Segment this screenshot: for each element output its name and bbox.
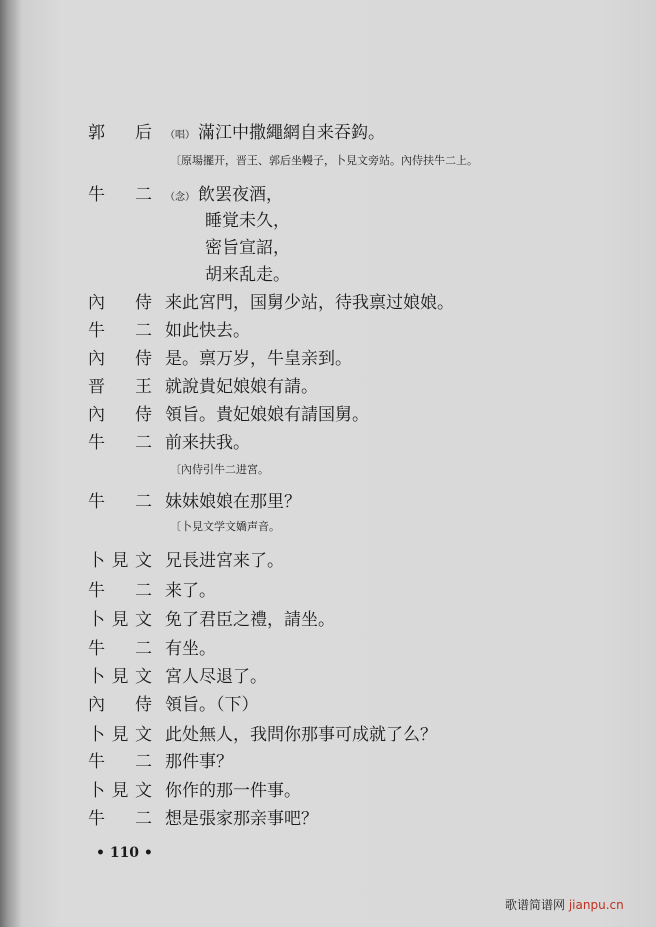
line-text: 来此宮門，国舅少站，待我禀过娘娘。: [165, 293, 454, 313]
line-text: 就說貴妃娘娘有請。: [165, 377, 318, 397]
dialogue-text: [205, 233, 290, 258]
dialogue-text: [165, 634, 216, 659]
line-text: 領旨。貴妃娘娘有請国舅。: [165, 405, 369, 425]
line-text: 来了。: [165, 581, 216, 601]
line-text: 如此快去。: [165, 321, 250, 341]
speaker-name: 內侍: [88, 695, 152, 715]
line-text: 那件事？: [165, 752, 233, 772]
line-text: 胡来乱走。: [205, 265, 290, 285]
speaker-name: 卜見文: [88, 781, 152, 801]
dialogue-text: [205, 260, 290, 285]
line-text: 你作的那一件事。: [165, 781, 301, 801]
dialogue-text: [165, 720, 437, 745]
speaker-name: 內侍: [88, 293, 152, 313]
dialogue-text: [165, 288, 454, 313]
speaker-name: 牛二: [88, 639, 152, 659]
line-text: 飲罢夜酒，: [198, 185, 283, 205]
watermark-cn: 歌谱简谱网: [505, 898, 566, 912]
dialogue-text: [165, 344, 352, 369]
dialogue-text: [165, 776, 301, 801]
direction-text: 〔原場擺开，晋王、郭后坐幔子，卜見文旁站。內侍扶牛二上。: [170, 154, 478, 167]
dialogue-text: [165, 316, 250, 341]
dialogue-text: [165, 605, 335, 630]
watermark: [505, 896, 624, 913]
page-number: • 110 •: [96, 845, 153, 861]
dialogue-text: [165, 690, 259, 715]
dialogue-text: [165, 118, 385, 143]
line-text: 是。禀万岁，牛皇亲到。: [165, 349, 352, 369]
watermark-url: jianpu.cn: [568, 898, 624, 912]
line-text: 妹妹娘娘在那里？: [165, 492, 301, 512]
speaker-name: 牛二: [88, 492, 152, 512]
line-text: 有坐。: [165, 639, 216, 659]
speaker-name: 牛二: [88, 809, 152, 829]
dialogue-text: [165, 804, 318, 829]
speaker-name: 卜見文: [88, 551, 152, 571]
dialogue-text: [165, 662, 267, 687]
dialogue-text: [205, 206, 290, 231]
line-text: 免了君臣之禮，請坐。: [165, 610, 335, 630]
speaker-name: 內侍: [88, 405, 152, 425]
dialogue-text: [165, 428, 250, 453]
speaker-name: 牛二: [88, 321, 152, 341]
line-text: 兄長进宮来了。: [165, 551, 284, 571]
speaker-name: 牛二: [88, 581, 152, 601]
performance-tag: （唱）: [165, 130, 195, 141]
line-text: 此处無人，我問你那事可成就了么？: [165, 725, 437, 745]
speaker-name: 卜見文: [88, 667, 152, 687]
speaker-name: 內侍: [88, 349, 152, 369]
line-text: 想是張家那亲事吧？: [165, 809, 318, 829]
direction-text: 〔卜見文学文嬌声音。: [170, 520, 280, 533]
performance-tag: （念）: [165, 192, 195, 203]
dialogue-text: [165, 546, 284, 571]
dialogue-text: [165, 180, 283, 205]
line-text: 領旨。（下）: [165, 695, 259, 715]
line-text: 滿江中撒繩網自来吞鈎。: [198, 123, 385, 143]
dialogue-text: [165, 372, 318, 397]
dialogue-text: [165, 487, 301, 512]
speaker-name: 牛二: [88, 752, 152, 772]
line-text: 密旨宣詔，: [205, 238, 290, 258]
dialogue-text: [165, 400, 369, 425]
dialogue-text: [165, 576, 216, 601]
line-text: 宮人尽退了。: [165, 667, 267, 687]
speaker-name: 卜見文: [88, 725, 152, 745]
speaker-name: 晋王: [88, 377, 152, 397]
speaker-name: 牛二: [88, 433, 152, 453]
dialogue-text: [165, 747, 233, 772]
speaker-name: 牛二: [88, 185, 152, 205]
speaker-name: 卜見文: [88, 610, 152, 630]
line-text: 睡覚未久，: [205, 211, 290, 231]
speaker-name: 郭后: [88, 123, 152, 143]
direction-text: 〔內侍引牛二进宮。: [170, 463, 269, 476]
line-text: 前来扶我。: [165, 433, 250, 453]
